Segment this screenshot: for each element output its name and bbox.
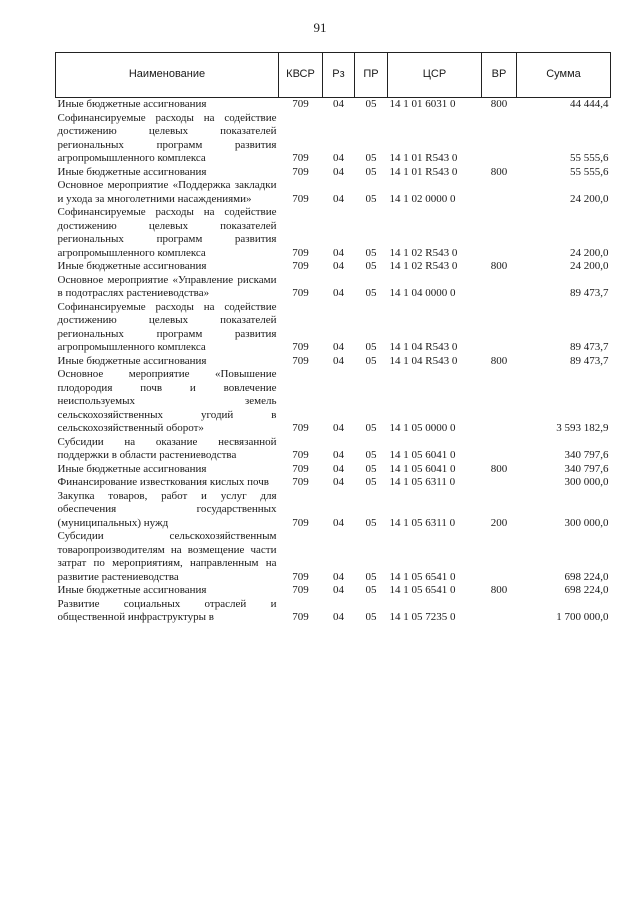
cell-rz: 04 <box>333 341 344 353</box>
cell-csr: 14 1 05 6541 0 <box>389 570 456 583</box>
cell-rz: 04 <box>333 516 344 529</box>
cell-csr: 14 1 04 R543 0 <box>389 341 458 353</box>
cell-csr: 14 1 01 R543 0 <box>389 165 458 178</box>
cell-rz: 04 <box>333 165 344 178</box>
cell-pr: 05 <box>365 192 377 205</box>
table-body <box>56 98 611 625</box>
cell-vr <box>482 598 517 625</box>
table-row <box>56 274 611 301</box>
cell-pr: 05 <box>365 449 377 461</box>
cell-vr: 800 <box>490 165 508 178</box>
table-row <box>56 530 611 584</box>
cell-csr: 14 1 02 R543 0 <box>389 246 458 259</box>
cell-pr: 05 <box>365 516 377 529</box>
cell-sum: 89 473,7 <box>570 341 609 353</box>
cell-kvsr: 709 <box>292 570 309 583</box>
cell-csr: 14 1 01 R543 0 <box>389 152 458 164</box>
cell-sum: 3 593 182,9 <box>556 422 609 434</box>
cell-vr <box>482 436 517 463</box>
table-row <box>56 368 611 436</box>
cell-kvsr: 709 <box>292 516 309 529</box>
cell-rz: 04 <box>333 584 344 596</box>
table-row <box>56 206 611 260</box>
cell-rz: 04 <box>333 611 344 623</box>
cell-vr: 800 <box>490 584 508 596</box>
cell-pr: 05 <box>365 462 377 475</box>
cell-sum: 89 473,7 <box>570 287 609 299</box>
table-row <box>56 260 611 274</box>
cell-csr: 14 1 05 6041 0 <box>389 449 456 461</box>
cell-sum: 24 200,0 <box>570 246 609 259</box>
cell-pr: 05 <box>365 570 377 583</box>
cell-kvsr: 709 <box>292 584 309 596</box>
cell-vr <box>482 274 517 301</box>
cell-sum: 340 797,6 <box>564 449 609 461</box>
cell-vr <box>482 179 517 206</box>
table-header-row <box>56 53 611 98</box>
cell-csr: 14 1 05 6311 0 <box>389 476 456 488</box>
cell-name: Иные бюджетные ассигнования <box>57 354 207 367</box>
cell-rz: 04 <box>333 287 344 299</box>
table-row <box>56 355 611 369</box>
cell-kvsr: 709 <box>292 462 309 475</box>
cell-name: Развитие социальных отраслей и общественной инфраструктуры в <box>57 597 277 623</box>
cell-kvsr: 709 <box>292 287 309 299</box>
cell-vr: 200 <box>490 516 508 529</box>
table-row <box>56 112 611 166</box>
cell-sum: 24 200,0 <box>570 260 609 272</box>
cell-sum: 300 000,0 <box>564 476 609 488</box>
cell-pr: 05 <box>365 422 377 434</box>
cell-sum: 24 200,0 <box>570 192 609 205</box>
cell-name: Финансирование известкования кислых почв <box>57 476 269 488</box>
header-kvsr: КВСР <box>279 53 323 98</box>
cell-rz: 04 <box>333 422 344 434</box>
cell-name: Закупка товаров, работ и услуг для обеспечения государственных (муниципальных) нужд <box>57 489 277 529</box>
cell-pr: 05 <box>365 246 377 259</box>
cell-kvsr: 709 <box>292 476 309 488</box>
cell-pr: 05 <box>365 341 377 353</box>
cell-rz: 04 <box>333 260 344 272</box>
cell-rz: 04 <box>333 98 344 110</box>
cell-kvsr: 709 <box>292 246 309 259</box>
cell-kvsr: 709 <box>292 354 309 367</box>
cell-name: Иные бюджетные ассигнования <box>57 260 207 272</box>
cell-vr <box>482 530 517 584</box>
table-row <box>56 179 611 206</box>
table-row <box>56 301 611 355</box>
cell-rz: 04 <box>333 246 344 259</box>
page-number: 91 <box>313 20 327 35</box>
cell-vr <box>482 206 517 260</box>
cell-name: Субсидии сельскохозяйственным товаропроизводителям на возмещение части затрат по мероприятиям, направленным на развитие растениеводства <box>57 530 277 583</box>
cell-csr: 14 1 02 0000 0 <box>389 192 456 205</box>
cell-name: Софинансируемые расходы на содействие достижению целевых показателей региональных программ развития агропромышленного комплекса <box>57 111 277 164</box>
cell-pr: 05 <box>365 165 377 178</box>
cell-kvsr: 709 <box>292 341 309 353</box>
cell-name: Основное мероприятие «Повышение плодородия почв и вовлечение неиспользуемых земель сельскохозяйственных угодий в сельскохозяйственный оборот» <box>57 368 277 434</box>
cell-sum: 698 224,0 <box>564 584 609 596</box>
cell-rz: 04 <box>333 192 344 205</box>
cell-name: Иные бюджетные ассигнования <box>57 462 207 475</box>
cell-sum: 300 000,0 <box>564 516 609 529</box>
header-csr: ЦСР <box>388 53 482 98</box>
cell-rz: 04 <box>333 462 344 475</box>
cell-sum: 340 797,6 <box>564 462 609 475</box>
cell-rz: 04 <box>333 152 344 164</box>
cell-vr: 800 <box>490 260 508 272</box>
cell-name: Основное мероприятие «Поддержка закладки и ухода за многолетними насаждениями» <box>57 179 277 205</box>
cell-csr: 14 1 05 7235 0 <box>389 611 456 623</box>
cell-kvsr: 709 <box>292 611 309 623</box>
cell-kvsr: 709 <box>292 260 309 272</box>
cell-vr: 800 <box>490 354 508 367</box>
cell-csr: 14 1 04 0000 0 <box>389 287 456 299</box>
cell-csr: 14 1 05 0000 0 <box>389 422 456 434</box>
cell-csr: 14 1 05 6041 0 <box>389 462 456 475</box>
cell-vr <box>482 301 517 355</box>
cell-vr <box>482 368 517 436</box>
cell-sum: 44 444,4 <box>570 98 609 110</box>
cell-kvsr: 709 <box>292 98 309 110</box>
cell-pr: 05 <box>365 98 377 110</box>
cell-kvsr: 709 <box>292 422 309 434</box>
cell-pr: 05 <box>365 476 377 488</box>
cell-sum: 698 224,0 <box>564 570 609 583</box>
cell-name: Иные бюджетные ассигнования <box>57 98 207 110</box>
header-name: Наименование <box>56 53 279 98</box>
cell-sum: 1 700 000,0 <box>556 611 609 623</box>
cell-pr: 05 <box>365 152 377 164</box>
table-row <box>56 490 611 531</box>
table-row <box>56 598 611 625</box>
cell-name: Софинансируемые расходы на содействие достижению целевых показателей региональных программ развития агропромышленного комплекса <box>57 300 277 353</box>
cell-kvsr: 709 <box>292 165 309 178</box>
cell-pr: 05 <box>365 611 377 623</box>
cell-csr: 14 1 05 6311 0 <box>389 516 456 529</box>
cell-pr: 05 <box>365 287 377 299</box>
cell-vr <box>482 476 517 490</box>
cell-rz: 04 <box>333 354 344 367</box>
cell-name: Основное мероприятие «Управление рисками в подотраслях растениеводства» <box>57 273 277 299</box>
cell-vr <box>482 112 517 166</box>
header-pr: ПР <box>355 53 388 98</box>
cell-vr: 800 <box>490 462 508 475</box>
cell-rz: 04 <box>333 570 344 583</box>
table-row <box>56 476 611 490</box>
cell-csr: 14 1 04 R543 0 <box>389 354 458 367</box>
cell-name: Софинансируемые расходы на содействие достижению целевых показателей региональных программ развития агропромышленного комплекса <box>57 206 277 259</box>
cell-vr: 800 <box>490 98 508 110</box>
table-row <box>56 166 611 180</box>
cell-sum: 89 473,7 <box>570 354 609 367</box>
cell-pr: 05 <box>365 584 377 596</box>
cell-pr: 05 <box>365 260 377 272</box>
budget-table <box>55 52 611 625</box>
cell-rz: 04 <box>333 449 344 461</box>
cell-sum: 55 555,6 <box>570 152 609 164</box>
cell-name: Иные бюджетные ассигнования <box>57 584 207 596</box>
cell-csr: 14 1 05 6541 0 <box>389 584 456 596</box>
header-rz: Рз <box>323 53 355 98</box>
cell-rz: 04 <box>333 476 344 488</box>
table-row <box>56 463 611 477</box>
cell-kvsr: 709 <box>292 449 309 461</box>
cell-csr: 14 1 02 R543 0 <box>389 260 458 272</box>
cell-pr: 05 <box>365 354 377 367</box>
header-sum: Сумма <box>517 53 611 98</box>
cell-kvsr: 709 <box>292 192 309 205</box>
cell-csr: 14 1 01 6031 0 <box>389 98 456 110</box>
cell-kvsr: 709 <box>292 152 309 164</box>
table-row <box>56 584 611 598</box>
cell-name: Иные бюджетные ассигнования <box>57 165 207 178</box>
header-vr: ВР <box>482 53 517 98</box>
table-row <box>56 98 611 112</box>
table-row <box>56 436 611 463</box>
cell-name: Субсидии на оказание несвязанной поддержки в области растениеводства <box>57 435 277 461</box>
cell-sum: 55 555,6 <box>570 165 609 178</box>
